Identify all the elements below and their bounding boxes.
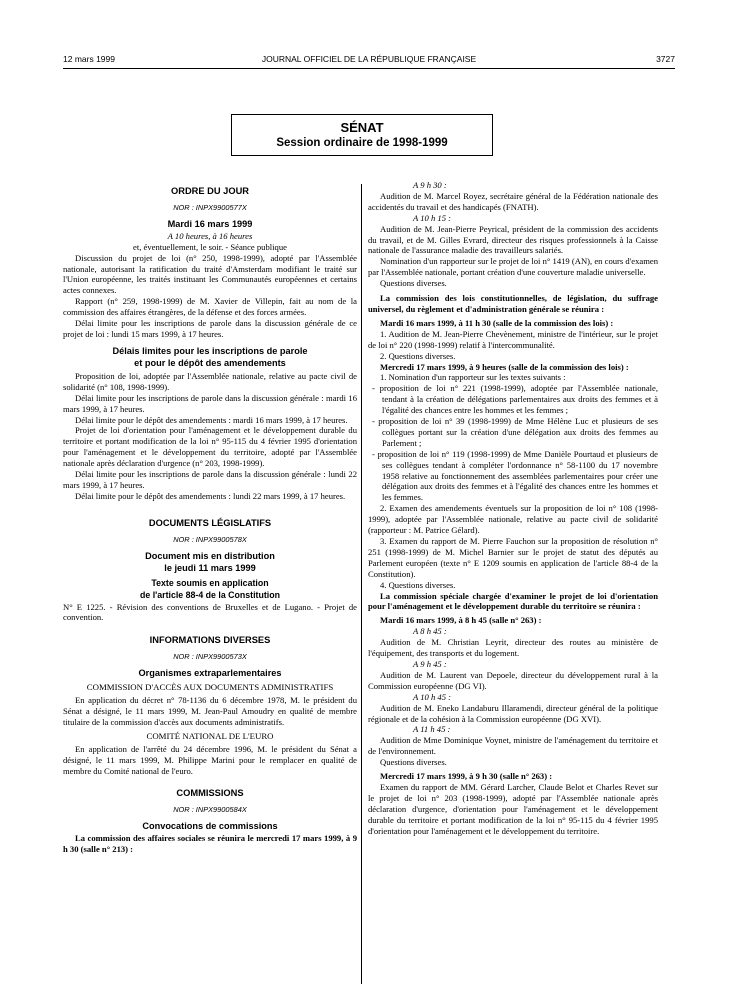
paragraph: Audition de M. Christian Leyrit, directeur des routes au ministère de l'équipement, des transports et du logement. [368,637,658,659]
nor-ref: NOR : INPX9900578X [173,534,247,544]
subheading: de l'article 88-4 de la Constitution [140,589,280,600]
paragraph: Questions diverses. [380,757,447,768]
section-commissions: COMMISSIONS [176,788,244,799]
paragraph: La commission des affaires sociales se réunira le mercredi 17 mars 1999, à 9 h 30 (salle n° 213) : [63,833,357,855]
section-documents: DOCUMENTS LÉGISLATIFS [148,517,272,528]
paragraph: Mardi 16 mars 1999, à 8 h 45 (salle n° 263) : [380,615,542,626]
subheading: Texte soumis en application [151,577,269,588]
subheading: Délais limites pour les inscriptions de parole [112,345,308,356]
subheading: Organismes extraparlementaires [138,668,282,679]
paragraph: 3. Examen du rapport de M. Pierre Fauchon sur la proposition de résolution n° 251 (1998-1999) de M. Michel Barnier sur le projet de statut des députés au Parlement européen (texte n° E 1209 soumis en application de l'article 88-4 de la Constitution). [368,536,658,579]
time-label: A 9 h 30 : [413,180,447,190]
paragraph: Nomination d'un rapporteur sur le projet de loi n° 1419 (AN), en cours d'examen par l'Assemblée nationale, portant création d'une couverture maladie universelle. [368,256,658,278]
paragraph: Projet de loi d'orientation pour l'aménagement et le développement durable du territoire et portant modification de la loi n° 95-115 du 4 février 1995 d'orientation pour l'aménagement et le développement du territoire, adopté par l'Assemblée nationale après déclaration d'urgence (n° 203, 1998-1999). [63,425,357,469]
paragraph: Discussion du projet de loi (n° 250, 1998-1999), adopté par l'Assemblée nationale, autorisant la ratification du traité d'Amsterdam modifiant le traité sur l'Union européenne, les traités instituant les Communautés européennes et certains actes connexes. [63,252,357,296]
paragraph: Audition de M. Laurent van Depoele, directeur du développement rural à la Commission européenne (DG VI). [368,669,658,691]
title-box [231,114,493,156]
paragraph: 1. Nomination d'un rapporteur sur les textes suivants : [380,372,566,383]
time-label: A 10 h 45 : [413,691,452,702]
paragraph: N° E 1225. - Révision des conventions de Bruxelles et de Lugano. - Projet de convention. [63,601,357,623]
page-header [63,54,675,68]
paragraph: Examen du rapport de MM. Gérard Larcher, Claude Belot et Charles Revet sur le projet de loi n° 203 (1998-1999), adopté par l'Assemblée nationale après déclaration d'urgence, d'orientation pour l'aménagement et le développement durable du territoire et portant modification de la loi n° 95-115 du 4 février 1995 d'orientation pour l'aménagement et le développement du territoire. [368,781,658,836]
time-label: A 9 h 45 : [413,658,447,669]
time-line: et, éventuellement, le soir. - Séance publique [133,241,287,252]
journal-title: JOURNAL OFFICIEL DE LA RÉPUBLIQUE FRANÇAISE [261,54,477,64]
time-label: A 10 h 15 : [413,212,452,223]
paragraph: En application de l'arrêté du 24 décembre 1996, M. le président du Sénat a désigné, le 11 mars 1999, M. Philippe Marini pour le remplacer en qualité de membre du Comité national de l'euro. [63,743,357,776]
time-line: A 10 heures, à 16 heures [167,230,253,241]
list-item: - proposition de loi n° 119 (1998-1999) de Mme Danièle Pourtaud et plusieurs de ses collègues tendant à compléter l'ordonnance n° 58-1100 du 17 novembre 1958 relative au fonctionnement des assemblées parlementaires pour créer une délégation aux droits des femmes et à l'égalité des chances entre les hommes et les femmes. [372,448,658,503]
organism-heading: COMITÉ NATIONAL DE L'EURO [146,730,274,741]
paragraph: 2. Questions diverses. [380,350,456,361]
paragraph: Audition de M. Marcel Royez, secrétaire général de la Fédération nationale des accidentés du travail et des handicapés (FNATH). [368,190,658,212]
paragraph: 2. Examen des amendements éventuels sur la proposition de loi n° 108 (1998-1999), adoptée par l'Assemblée nationale, relative au pacte civil de solidarité (rapporteur : M. Patrice Gélard). [368,503,658,536]
paragraph: Proposition de loi, adoptée par l'Assemblée nationale, relative au pacte civil de solidarité (n° 108, 1998-1999). [63,370,357,392]
right-column [368,180,658,836]
paragraph: Délai limite pour le dépôt des amendements : mardi 16 mars 1999, à 17 heures. [75,414,348,425]
organism-heading: COMMISSION D'ACCÈS AUX DOCUMENTS ADMINISTRATIFS [86,682,334,693]
paragraph: Délai limite pour les inscriptions de parole dans la discussion générale : mardi 16 mars 1999, à 17 heures. [63,392,357,414]
paragraph: La commission spéciale chargée d'examiner le projet de loi d'orientation pour l'aménagement et le développement durable du territoire se réunira : [368,590,658,612]
time-label: A 8 h 45 : [413,626,447,637]
subheading: Document mis en distribution [145,550,275,561]
left-column [63,180,357,855]
paragraph: La commission des lois constitutionnelles, de législation, du suffrage universel, du règlement et d'administration générale se réunira : [368,293,658,314]
title-session: Session ordinaire de 1998-1999 [276,137,448,149]
paragraph: 4. Questions diverses. [380,579,456,590]
page-number: 3727 [656,54,675,64]
list-item: - proposition de loi n° 39 (1998-1999) de Mme Hélène Luc et plusieurs de ses collègues portant sur la création d'une délégation aux droits des femmes au Parlement ; [372,416,658,448]
header-date: 12 mars 1999 [63,54,115,64]
paragraph: Délai limite pour les inscriptions de parole dans la discussion générale : lundi 22 mars 1999, à 17 heures. [63,469,357,490]
nor-ref: NOR : INPX9900577X [173,202,247,212]
subheading: et pour le dépôt des amendements [134,357,286,368]
paragraph: En application du décret n° 78-1136 du 6 décembre 1978, M. le président du Sénat a désigné, le 11 mars 1999, M. Jean-Paul Amoudry en qualité de membre titulaire de la commission d'accès aux documents administratifs. [63,695,357,727]
title-senat: SÉNAT [340,120,384,135]
section-informations: INFORMATIONS DIVERSES [149,635,271,646]
paragraph: Audition de Mme Dominique Voynet, ministre de l'aménagement du territoire et de l'environnement. [368,735,658,757]
paragraph: Délai limite pour les inscriptions de parole dans la discussion générale de ce projet de loi : lundi 15 mars 1999, à 17 heures. [63,318,357,339]
paragraph: Questions diverses. [380,278,447,289]
column-separator [361,184,362,984]
paragraph: Audition de M. Eneko Landaburu Illaramendi, directeur général de la politique régionale et de la cohésion à la Commission européenne (DG XVI). [368,702,658,724]
paragraph: Mercredi 17 mars 1999, à 9 h 30 (salle n° 263) : [380,771,553,782]
paragraph: Mardi 16 mars 1999, à 11 h 30 (salle de la commission des lois) : [380,317,614,328]
paragraph: 1. Audition de M. Jean-Pierre Chevènement, ministre de l'intérieur, sur le projet de loi n° 220 (1998-1999) relatif à l'intercommunalité. [368,328,658,350]
section-ordre-du-jour: ORDRE DU JOUR [171,186,249,196]
subheading: le jeudi 11 mars 1999 [164,562,256,573]
time-label: A 11 h 45 : [413,724,451,735]
nor-ref: NOR : INPX9900573X [173,652,247,662]
paragraph: Mercredi 17 mars 1999, à 9 heures (salle de la commission des lois) : [380,361,629,372]
header-rule [63,68,675,69]
list-item: - proposition de loi n° 221 (1998-1999), adoptée par l'Assemblée nationale, tendant à la création de délégations parlementaires aux droits des femmes et à l'égalité des chances entre les hommes et les femmes ; [372,383,658,416]
paragraph: Audition de M. Jean-Pierre Peyrical, président de la commission des accidents du travail, et de M. Gilles Evrard, directeur des risques professionnels à la Caisse nationale de l'assurance maladie des travailleurs salariés. [368,223,658,256]
date-heading: Mardi 16 mars 1999 [167,218,253,229]
paragraph: Délai limite pour le dépôt des amendements : lundi 22 mars 1999, à 17 heures. [75,490,346,501]
subheading: Convocations de commissions [142,821,278,832]
paragraph: Rapport (n° 259, 1998-1999) de M. Xavier de Villepin, fait au nom de la commission des affaires étrangères, de la défense et des forces armées. [63,296,357,318]
nor-ref: NOR : INPX9900584X [173,805,247,815]
